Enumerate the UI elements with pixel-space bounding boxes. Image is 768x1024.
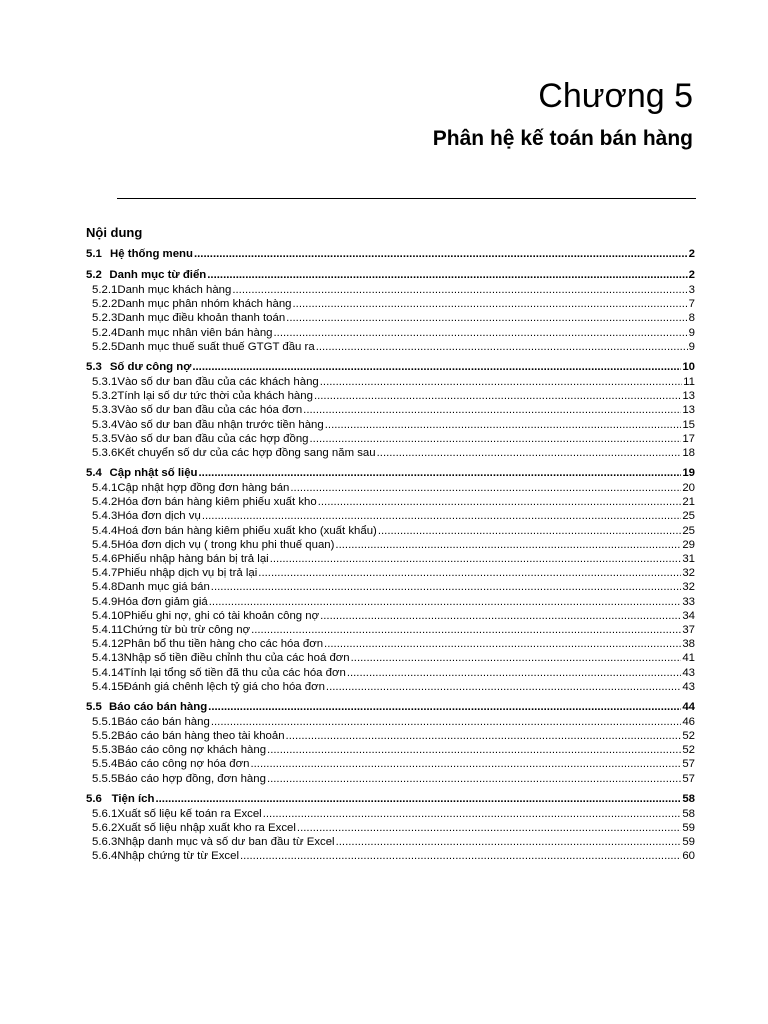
toc-entry-title: Hóa đơn dịch vụ ( trong khu phi thuế quan) — [117, 538, 335, 551]
toc-entry-page-number: 43 — [682, 666, 695, 679]
toc-entry-title: Phiếu ghi nợ, ghi có tài khoản công nợ — [123, 609, 320, 622]
toc-section-entry[interactable] — [86, 700, 695, 715]
toc-entry-number: 5.2.2 — [92, 298, 118, 311]
toc-subsection-entry[interactable] — [86, 418, 695, 432]
toc-dot-leader — [240, 849, 681, 863]
toc-entry-number: 5.4.6 — [92, 553, 118, 565]
toc-entry-title: Báo cáo bán hàng — [117, 715, 210, 728]
toc-dot-leader — [378, 524, 681, 538]
toc-subsection-entry[interactable] — [86, 432, 695, 446]
toc-entry-page-number: 18 — [682, 446, 695, 459]
toc-entry-title: Phân bổ thu tiền hàng cho các hóa đơn — [123, 638, 324, 651]
toc-entry-page-number: 32 — [682, 581, 695, 594]
toc-entry-page-number: 37 — [682, 623, 695, 636]
toc-entry-page-number: 15 — [682, 418, 695, 431]
toc-dot-leader — [314, 389, 681, 403]
toc-section-entry[interactable] — [86, 466, 695, 481]
toc-entry-page-number: 52 — [682, 744, 695, 757]
toc-entry-page-number: 2 — [688, 269, 695, 281]
divider-rule — [117, 198, 696, 199]
toc-subsection-entry[interactable] — [86, 651, 695, 665]
toc-entry-page-number: 31 — [682, 553, 695, 565]
toc-entry-number: 5.5.5 — [92, 772, 118, 785]
toc-entry-page-number: 9 — [688, 340, 695, 353]
toc-dot-leader — [351, 651, 682, 665]
toc-entry-page-number: 38 — [682, 638, 695, 651]
toc-entry-title: Cập nhật số liệu — [109, 467, 198, 480]
toc-entry-title: Báo cáo công nợ khách hàng — [117, 744, 267, 757]
toc-dot-leader — [297, 821, 681, 835]
toc-entry-number: 5.4.11 — [92, 623, 123, 636]
toc-subsection-entry[interactable] — [86, 340, 695, 354]
toc-entry-number: 5.4.9 — [92, 595, 118, 608]
toc-dot-leader — [293, 297, 688, 311]
toc-subsection-entry[interactable] — [86, 524, 695, 538]
toc-entry-number: 5.4.13 — [92, 652, 124, 665]
toc-entry-title: Nhập danh mục và số dư ban đầu từ Excel — [117, 836, 335, 849]
toc-entry-number: 5.3.1 — [92, 375, 118, 388]
toc-dot-leader — [202, 509, 682, 523]
toc-entry-title: Tính lại số dư tức thời của khách hàng — [117, 390, 313, 403]
toc-dot-leader — [199, 466, 682, 481]
toc-dot-leader — [335, 538, 681, 552]
toc-subsection-entry[interactable] — [86, 311, 695, 325]
toc-subsection-entry[interactable] — [86, 566, 695, 580]
toc-entry-number: 5.4.7 — [92, 567, 118, 580]
toc-entry-title: Danh mục điều khoản thanh toán — [117, 312, 286, 325]
toc-entry-page-number: 29 — [682, 538, 695, 551]
toc-dot-leader — [324, 637, 681, 651]
toc-subsection-entry[interactable] — [86, 389, 695, 403]
toc-entry-number: 5.4.4 — [92, 524, 118, 537]
toc-entry-title: Đánh giá chênh lệch tỷ giá cho hóa đơn — [123, 680, 325, 693]
toc-entry-page-number: 34 — [682, 609, 695, 622]
toc-entry-page-number: 25 — [682, 510, 695, 523]
toc-dot-leader — [251, 623, 681, 637]
toc-entry-number: 5.4.8 — [92, 581, 118, 594]
toc-dot-leader — [207, 268, 687, 283]
toc-entry-page-number: 10 — [682, 360, 695, 373]
toc-entry-title: Hoá đơn bán hàng kiêm phiếu xuất kho (xuất khẩu) — [117, 524, 377, 537]
toc-subsection-entry[interactable] — [86, 807, 695, 821]
toc-dot-leader — [267, 772, 681, 786]
toc-entry-number: 5.4.15 — [92, 680, 124, 693]
toc-entry-title: Vào số dư ban đầu của các hóa đơn — [117, 404, 303, 417]
toc-dot-leader — [326, 680, 681, 694]
toc-entry-number: 5.6.4 — [92, 850, 118, 863]
toc-entry-number: 5.5.3 — [92, 744, 118, 757]
toc-entry-number: 5.2.5 — [92, 340, 118, 353]
toc-entry-number: 5.4.14 — [92, 666, 124, 679]
toc-entry-title: Báo cáo hợp đồng, đơn hàng — [117, 772, 266, 785]
toc-entry-page-number: 59 — [682, 836, 695, 849]
toc-entry-page-number: 57 — [682, 772, 695, 785]
toc-subsection-entry[interactable] — [86, 375, 695, 389]
toc-entry-title: Phiếu nhập dịch vụ bị trả lại — [117, 567, 258, 580]
toc-dot-leader — [208, 700, 681, 715]
toc-dot-leader — [274, 326, 688, 340]
toc-entry-title: Hóa đơn giảm giá — [117, 595, 208, 608]
toc-dot-leader — [318, 495, 682, 509]
toc-subsection-entry[interactable] — [86, 481, 695, 495]
toc-entry-page-number: 32 — [682, 567, 695, 580]
toc-subsection-entry[interactable] — [86, 715, 695, 729]
toc-entry-title: Vào số dư ban đầu của các hợp đồng — [117, 432, 309, 445]
toc-subsection-entry[interactable] — [86, 509, 695, 523]
toc-subsection-entry[interactable] — [86, 552, 695, 566]
toc-subsection-entry[interactable] — [86, 680, 695, 694]
toc-entry-page-number: 58 — [682, 792, 695, 805]
toc-entry-number: 5.5 — [86, 700, 102, 713]
toc-subsection-entry[interactable] — [86, 637, 695, 651]
toc-entry-title: Báo cáo bán hàng theo tài khoản — [117, 730, 285, 743]
chapter-title: Chương 5 — [538, 77, 693, 115]
toc-subsection-entry[interactable] — [86, 297, 695, 311]
toc-entry-page-number: 11 — [683, 375, 695, 388]
toc-section-entry[interactable] — [86, 792, 695, 807]
toc-entry-page-number: 21 — [682, 496, 695, 509]
toc-entry-title: Danh mục từ điển — [109, 269, 207, 281]
toc-entry-page-number: 3 — [688, 284, 695, 296]
toc-dot-leader — [263, 807, 682, 821]
toc-entry-page-number: 7 — [688, 298, 695, 311]
toc-entry-number: 5.2.4 — [92, 326, 118, 339]
toc-subsection-entry[interactable] — [86, 595, 695, 609]
toc-entry-number: 5.4.5 — [92, 538, 118, 551]
toc-subsection-entry[interactable] — [86, 757, 695, 771]
toc-entry-page-number: 13 — [682, 390, 695, 403]
toc-entry-page-number: 2 — [688, 248, 695, 260]
toc-subsection-entry[interactable] — [86, 495, 695, 509]
toc-subsection-entry[interactable] — [86, 623, 695, 637]
toc-entry-page-number: 17 — [682, 432, 695, 445]
toc-entry-number: 5.4.1 — [92, 482, 118, 495]
toc-entry-title: Số dư công nợ — [109, 360, 192, 373]
toc-dot-leader — [325, 418, 682, 432]
toc-dot-leader — [303, 403, 681, 417]
toc-subsection-entry[interactable] — [86, 538, 695, 552]
toc-entry-page-number: 46 — [682, 715, 695, 728]
toc-dot-leader — [320, 609, 681, 623]
toc-section-entry[interactable] — [86, 268, 695, 283]
toc-entry-title: Danh mục phân nhóm khách hàng — [117, 298, 292, 311]
toc-dot-leader — [377, 446, 682, 460]
toc-subsection-entry[interactable] — [86, 821, 695, 835]
toc-subsection-entry[interactable] — [86, 772, 695, 786]
toc-entry-number: 5.5.2 — [92, 730, 118, 743]
toc-entry-title: Hóa đơn bán hàng kiêm phiếu xuất kho — [117, 496, 317, 509]
toc-entry-title: Báo cáo bán hàng — [109, 700, 208, 713]
toc-entry-number: 5.3.5 — [92, 432, 118, 445]
toc-dot-leader — [250, 757, 681, 771]
toc-entry-number: 5.6.3 — [92, 836, 118, 849]
toc-entry-number: 5.1 — [86, 248, 102, 260]
toc-entry-title: Danh mục khách hàng — [117, 284, 232, 296]
toc-entry-title: Chứng từ bù trừ công nợ — [122, 623, 251, 636]
toc-entry-title: Vào số dư ban đầu nhận trước tiền hàng — [117, 418, 324, 431]
toc-entry-title: Xuất số liệu nhập xuất kho ra Excel — [117, 822, 296, 834]
toc-entry-number: 5.4 — [86, 467, 102, 480]
table-of-contents — [86, 224, 695, 864]
toc-entry-title: Kết chuyển số dư của các hợp đồng sang năm sau — [117, 446, 376, 459]
toc-entry-number: 5.6.1 — [92, 807, 118, 820]
toc-entry-number: 5.5.1 — [92, 715, 118, 728]
toc-dot-leader — [211, 580, 682, 594]
toc-entry-title: Danh mục giá bán — [117, 581, 210, 594]
toc-entry-title: Báo cáo công nợ hóa đơn — [117, 758, 250, 771]
toc-subsection-entry[interactable] — [86, 666, 695, 680]
toc-dot-leader — [286, 729, 682, 743]
toc-dot-leader — [267, 743, 681, 757]
toc-entry-page-number: 44 — [682, 700, 695, 713]
toc-dot-leader — [270, 552, 682, 566]
toc-entry-number: 5.2 — [86, 269, 102, 281]
toc-entry-page-number: 59 — [682, 822, 695, 834]
toc-entry-number: 5.6 — [86, 792, 102, 805]
toc-entry-page-number: 33 — [682, 595, 695, 608]
toc-entry-title: Nhập số tiền điều chỉnh thu của các hoá đơn — [123, 652, 350, 665]
toc-dot-leader — [310, 432, 682, 446]
toc-dot-leader — [320, 375, 682, 389]
toc-entry-number: 5.4.3 — [92, 510, 118, 523]
toc-entry-title: Danh mục thuế suất thuế GTGT đầu ra — [117, 340, 315, 353]
toc-dot-leader — [192, 360, 681, 375]
toc-entry-page-number: 9 — [688, 326, 695, 339]
toc-entry-page-number: 60 — [682, 850, 695, 863]
toc-entry-number: 5.3.4 — [92, 418, 118, 431]
toc-entry-number: 5.3 — [86, 360, 102, 373]
toc-entry-title: Danh mục nhân viên bán hàng — [117, 326, 273, 339]
toc-dot-leader — [316, 340, 688, 354]
toc-entry-number: 5.2.3 — [92, 312, 118, 325]
toc-dot-leader — [194, 247, 688, 262]
toc-entry-page-number: 13 — [682, 404, 695, 417]
toc-dot-leader — [209, 595, 682, 609]
toc-entries — [86, 247, 695, 864]
toc-entry-number: 5.6.2 — [92, 822, 118, 834]
toc-subsection-entry[interactable] — [86, 403, 695, 417]
toc-entry-title: Xuất số liệu kế toán ra Excel — [117, 807, 262, 820]
toc-entry-number: 5.5.4 — [92, 758, 118, 771]
toc-entry-page-number: 57 — [682, 758, 695, 771]
toc-entry-page-number: 58 — [682, 807, 695, 820]
toc-entry-number: 5.3.2 — [92, 390, 118, 403]
toc-entry-page-number: 41 — [682, 652, 695, 665]
toc-subsection-entry[interactable] — [86, 849, 695, 863]
toc-entry-title: Phiếu nhập hàng bán bị trả lại — [117, 553, 269, 565]
toc-entry-title: Tính lại tổng số tiền đã thu của các hóa đơn — [123, 666, 346, 679]
toc-subsection-entry[interactable] — [86, 609, 695, 623]
toc-section-entry[interactable] — [86, 360, 695, 375]
toc-subsection-entry[interactable] — [86, 580, 695, 594]
toc-entry-title: Nhập chứng từ từ Excel — [117, 850, 239, 863]
toc-dot-leader — [155, 792, 681, 807]
toc-dot-leader — [258, 566, 681, 580]
toc-subsection-entry[interactable] — [86, 743, 695, 757]
toc-entry-number: 5.4.12 — [92, 638, 124, 651]
toc-dot-leader — [286, 311, 687, 325]
toc-dot-leader — [232, 283, 687, 297]
toc-entry-page-number: 52 — [682, 730, 695, 743]
toc-entry-page-number: 19 — [682, 467, 695, 480]
toc-entry-title: Vào số dư ban đầu của các khách hàng — [117, 375, 319, 388]
toc-dot-leader — [211, 715, 682, 729]
toc-subsection-entry[interactable] — [86, 283, 695, 297]
toc-subsection-entry[interactable] — [86, 729, 695, 743]
toc-heading: Nội dung — [86, 225, 143, 240]
toc-entry-page-number: 25 — [682, 524, 695, 537]
toc-entry-page-number: 43 — [682, 680, 695, 693]
toc-entry-page-number: 8 — [688, 312, 695, 325]
toc-entry-number: 5.4.10 — [92, 609, 124, 622]
toc-entry-title: Cập nhật hợp đồng đơn hàng bán — [117, 482, 290, 495]
toc-entry-page-number: 20 — [682, 482, 695, 495]
toc-entry-number: 5.3.3 — [92, 404, 118, 417]
chapter-subtitle: Phân hệ kế toán bán hàng — [432, 127, 693, 150]
toc-dot-leader — [347, 666, 682, 680]
toc-subsection-entry[interactable] — [86, 326, 695, 340]
toc-dot-leader — [336, 835, 682, 849]
toc-entry-number: 5.3.6 — [92, 446, 118, 459]
toc-entry-number: 5.2.1 — [92, 284, 118, 296]
toc-dot-leader — [290, 481, 681, 495]
toc-subsection-entry[interactable] — [86, 835, 695, 849]
toc-entry-title: Hệ thống menu — [110, 248, 193, 260]
toc-entry-number: 5.4.2 — [92, 496, 118, 509]
toc-subsection-entry[interactable] — [86, 446, 695, 460]
toc-section-entry[interactable] — [86, 247, 695, 262]
toc-entry-title: Tiện ích — [111, 792, 155, 805]
toc-entry-title: Hóa đơn dịch vụ — [117, 510, 201, 523]
